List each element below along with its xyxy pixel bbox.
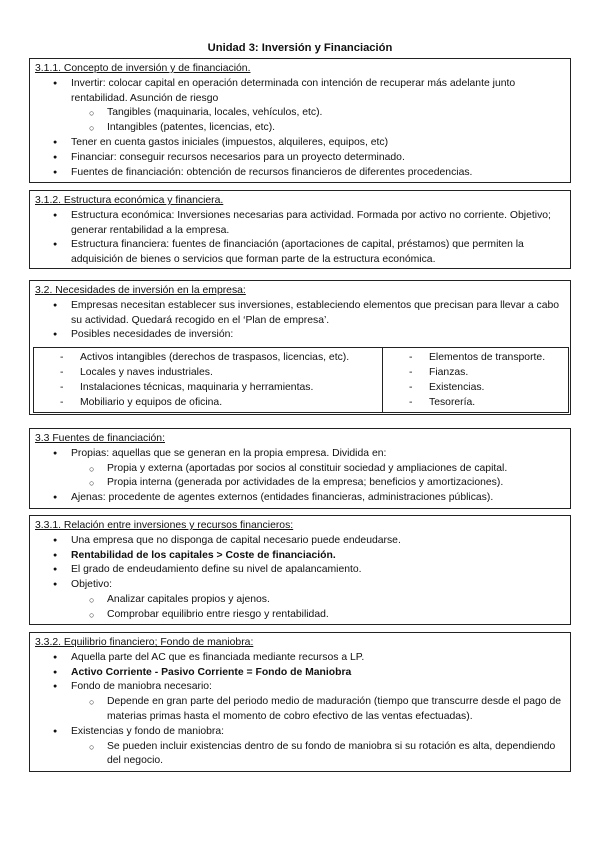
list-item: ○ Comprobar equilibrio entre riesgo y rentabilidad. — [35, 608, 565, 623]
table-cell — [34, 348, 383, 413]
list-item: ● Invertir: colocar capital en operación determinada con intención de recuperar más adelante junto rentabilidad. Asunción de riesgo ○ Tangibles (maquinaria, locales, vehículos, etc). ○ Intangibles (patentes, licencias, etc). — [35, 77, 565, 136]
list-item: ○ Depende en gran parte del periodo medio de maduración (tiempo que transcurre desde el pago de materias primas hasta el momento de cobro efectivo de las ventas efectuadas). — [35, 695, 565, 725]
list-item: ● Fuentes de financiación: obtención de recursos financieros de diferentes procedencias. — [35, 166, 565, 181]
list-item: ○ Propia y externa (aportadas por socios al constituir sociedad y ampliaciones de capital. — [35, 462, 565, 477]
list-item: ● Objetivo: ○ Analizar capitales propios y ajenos. ○ Comprobar equilibrio entre riesgo y rentabilidad. — [35, 578, 565, 622]
list-item: ● Estructura financiera: fuentes de financiación (aportaciones de capital, préstamos) que permiten la adquisición de bienes o servicios que forman parte de la estructura económica. — [35, 238, 565, 268]
list-item: ● Estructura económica: Inversiones necesarias para actividad. Formada por activo no corriente. Objetivo; generar rentabilidad a la empresa. — [35, 209, 565, 239]
list-item: ● Una empresa que no disponga de capital necesario puede endeudarse. — [35, 534, 565, 549]
list-item: - Existencias. — [387, 381, 564, 396]
list-item: - Elementos de transporte. — [387, 351, 564, 366]
section-3-2 — [29, 280, 571, 415]
list-item: - Activos intangibles (derechos de traspasos, licencias, etc). — [38, 351, 378, 366]
list-item: ● Aquella parte del AC que es financiada mediante recursos a LP. — [35, 651, 565, 666]
list-item: ● Financiar: conseguir recursos necesarios para un proyecto determinado. — [35, 151, 565, 166]
section-heading: 3.2. Necesidades de inversión en la empresa: — [35, 285, 246, 296]
list-item: ● Rentabilidad de los capitales > Coste de financiación. — [35, 549, 565, 564]
section-heading: 3.1.1. Concepto de inversión y de financiación. — [35, 63, 251, 74]
section-3-3-1 — [29, 515, 571, 625]
list-item: ○ Se pueden incluir existencias dentro de su fondo de maniobra si su rotación es alta, dependiendo del negocio. — [35, 740, 565, 770]
section-3-1-1 — [29, 58, 571, 183]
list-item: ○ Analizar capitales propios y ajenos. — [35, 593, 565, 608]
section-heading: 3.3.1. Relación entre inversiones y recursos financieros: — [35, 520, 294, 531]
page-title: Unidad 3: Inversión y Financiación — [207, 42, 393, 54]
list-item: ● Empresas necesitan establecer sus inversiones, estableciendo elementos que precisan para llevar a cabo su actividad. Quedará recogido en el ‘Plan de empresa’. — [35, 299, 565, 329]
table-cell — [383, 348, 569, 413]
list-item: - Fianzas. — [387, 366, 564, 381]
list-item: - Instalaciones técnicas, maquinaria y herramientas. — [38, 381, 378, 396]
list-item: - Mobiliario y equipos de oficina. — [38, 396, 378, 411]
list-item: - Tesorería. — [387, 396, 564, 411]
section-heading: 3.3.2. Equilibrio financiero; Fondo de maniobra: — [35, 637, 254, 648]
list-item: ● Tener en cuenta gastos iniciales (impuestos, alquileres, equipos, etc) — [35, 136, 565, 151]
list-item: ● Posibles necesidades de inversión: — [35, 328, 565, 343]
list-item: - Locales y naves industriales. — [38, 366, 378, 381]
list-item: ● Propias: aquellas que se generan en la propia empresa. Dividida en: ○ Propia y externa (aportadas por socios al constituir sociedad y ampliaciones de capital. ○ Propia interna (generada por actividades de la empresa; beneficios y amortizaciones). — [35, 447, 565, 491]
section-heading: 3.1.2. Estructura económica y financiera. — [35, 195, 224, 206]
list-item: ○ Tangibles (maquinaria, locales, vehículos, etc). — [35, 106, 565, 121]
section-3-3 — [29, 428, 571, 509]
list-item: ● Ajenas: procedente de agentes externos (entidades financieras, administraciones públicas). — [35, 491, 565, 506]
list-item: ● El grado de endeudamiento define su nivel de apalancamiento. — [35, 563, 565, 578]
section-3-3-2 — [29, 632, 571, 772]
list-item: ● Activo Corriente - Pasivo Corriente = Fondo de Maniobra — [35, 666, 565, 681]
list-item: ○ Intangibles (patentes, licencias, etc). — [35, 121, 565, 136]
list-item: ○ Propia interna (generada por actividades de la empresa; beneficios y amortizaciones). — [35, 476, 565, 491]
section-heading: 3.3 Fuentes de financiación: — [35, 433, 165, 444]
list-item: ● Fondo de maniobra necesario: ○ Depende en gran parte del periodo medio de maduración (tiempo que transcurre desde el pago de materias primas hasta el momento de cobro efectivo de las ventas efectuadas). — [35, 680, 565, 724]
section-3-1-2 — [29, 190, 571, 269]
list-item: ● Existencias y fondo de maniobra: ○ Se pueden incluir existencias dentro de su fondo de maniobra si su rotación es alta, dependiendo del negocio. — [35, 725, 565, 769]
investment-needs-table — [33, 347, 569, 413]
